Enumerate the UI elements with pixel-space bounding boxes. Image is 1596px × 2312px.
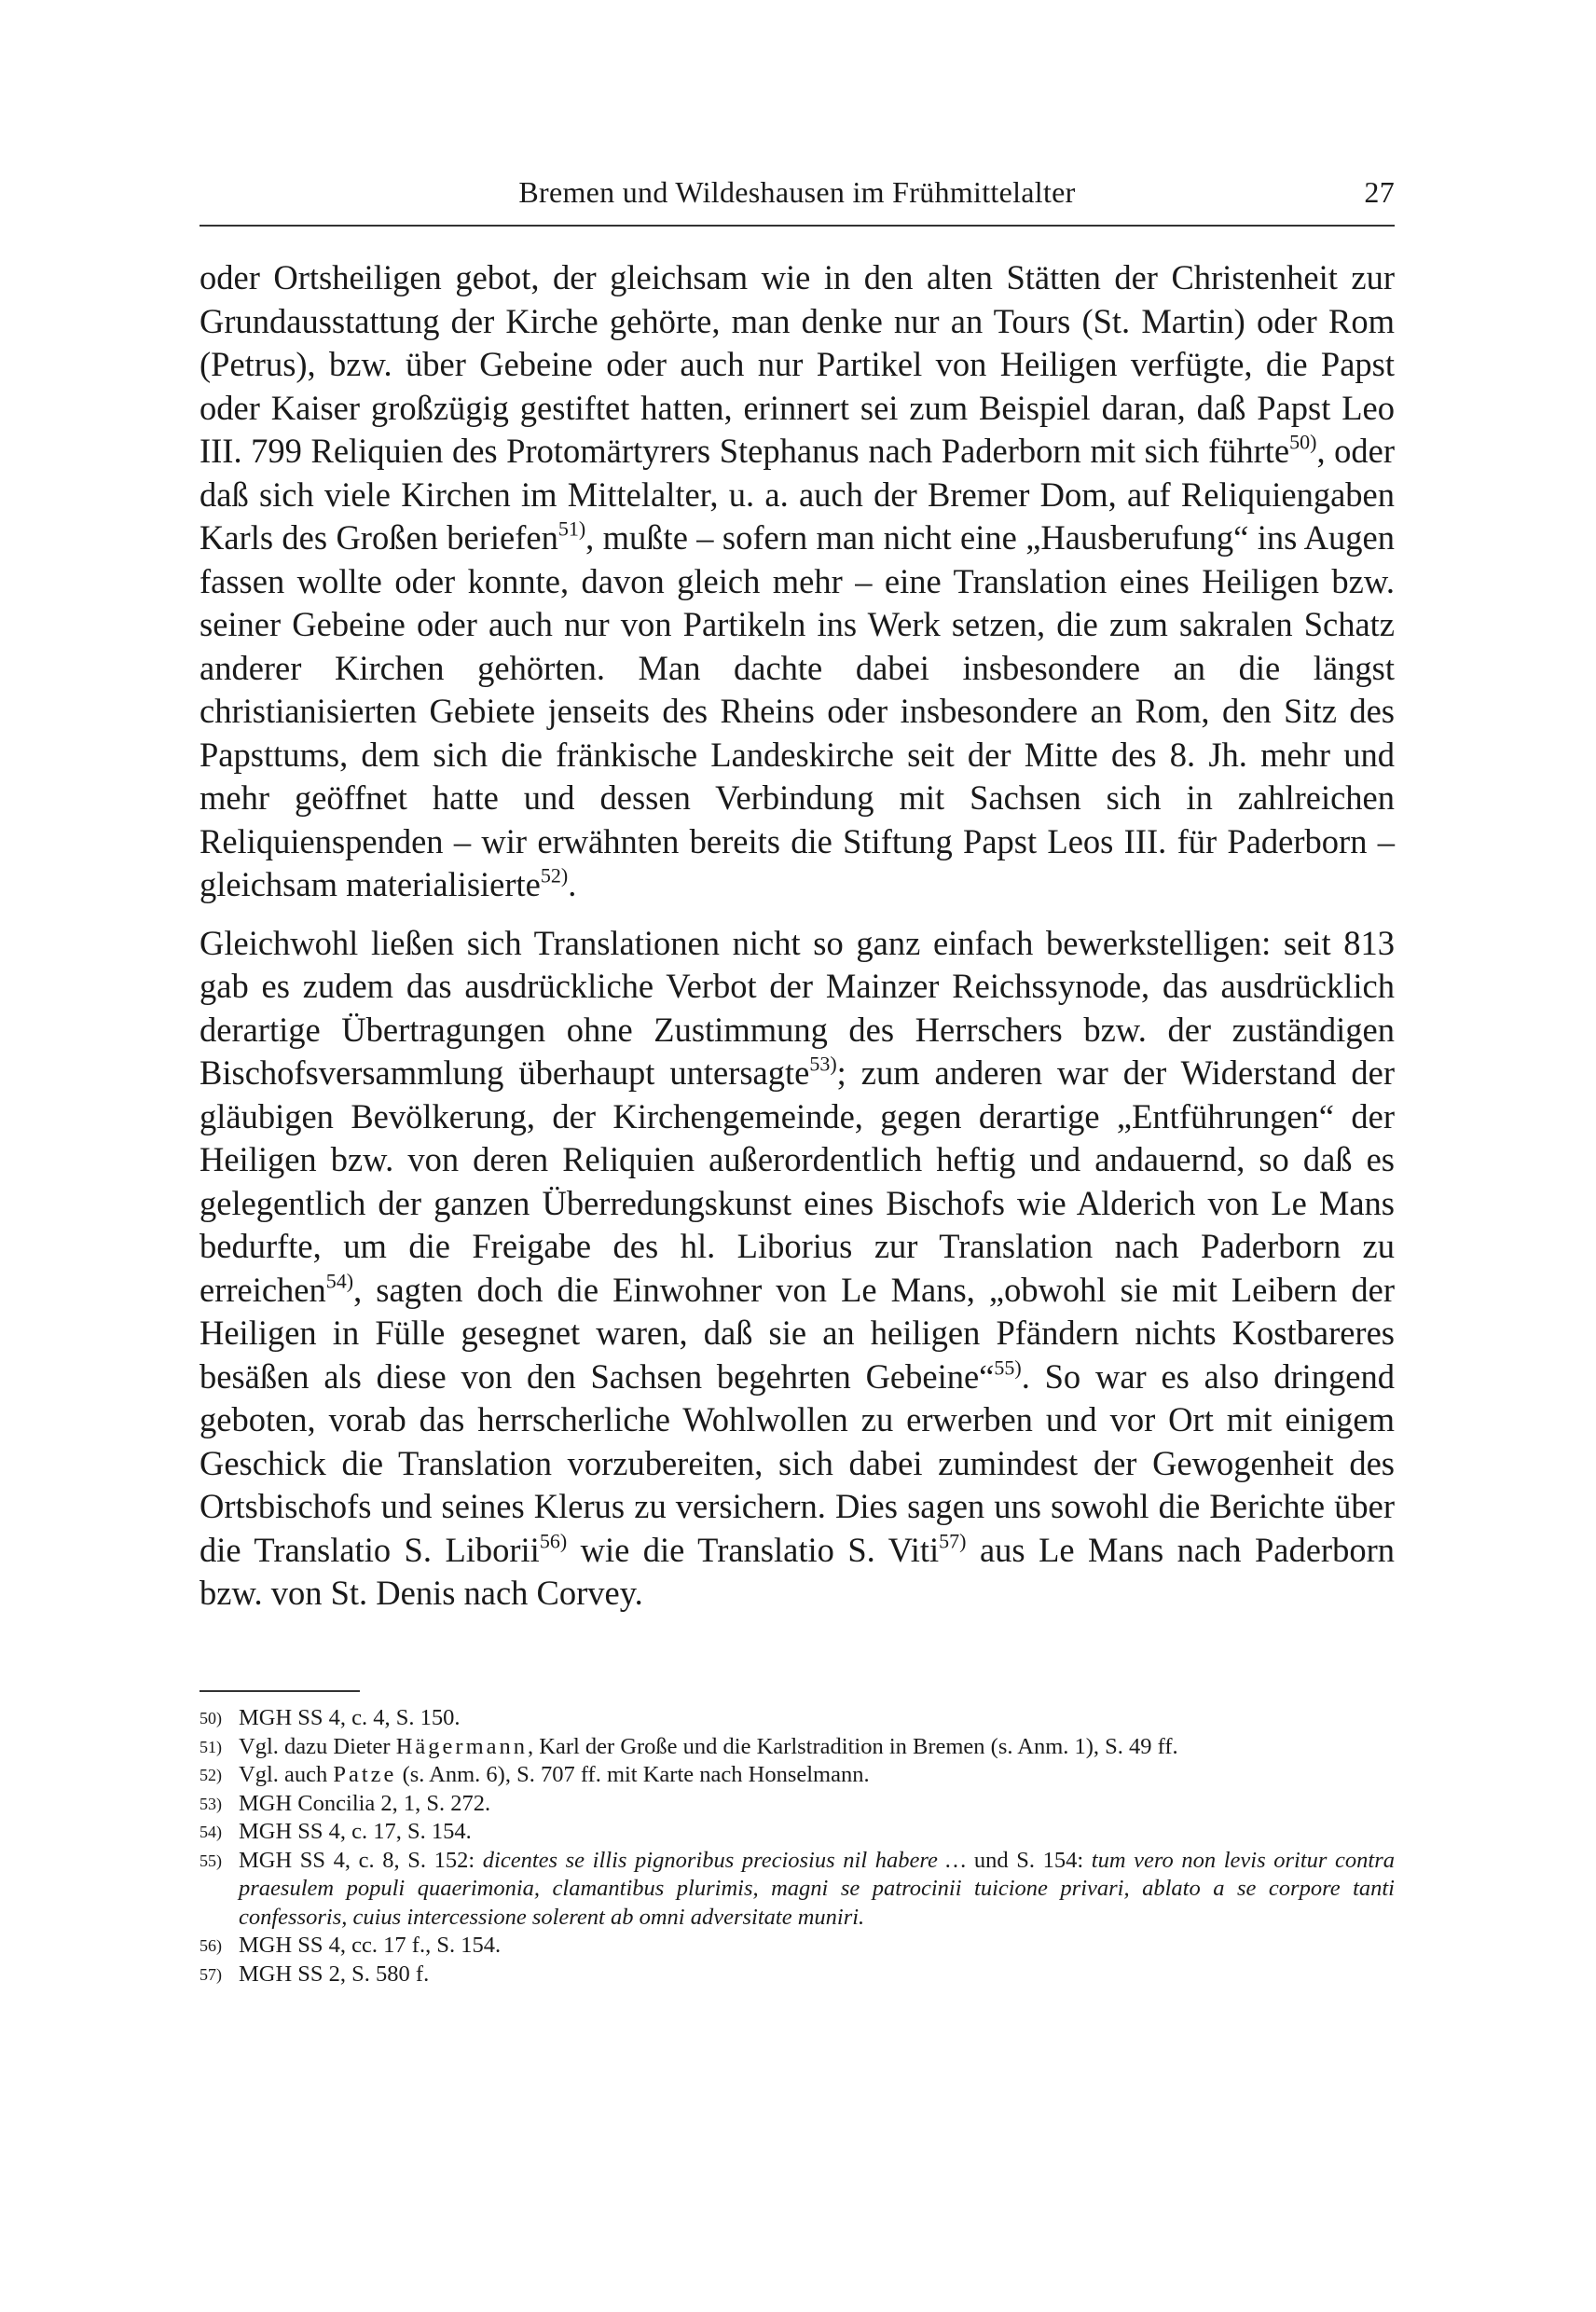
footnote-number: 52)	[200, 1766, 222, 1784]
footnote-number: 56)	[200, 1936, 222, 1955]
paragraph-1-segment: , mußte – sofern man nicht eine „Hausberufung“ ins Augen fassen wollte oder konnte, davon gleich mehr – eine Translation eines Heiligen bzw. seiner Gebeine oder auch nur von Partikeln ins Werk setzen, die zum sakralen Schatz anderer Kirchen gehörten. Man dachte dabei insbesondere an die längst christianisierten Gebiete jenseits des Rheins oder insbesondere an Rom, den Sitz des Papsttums, dem sich die fränkische Landeskirche seit der Mitte des 8. Jh. mehr und mehr geöffnet hatte und dessen Verbindung mit Sachsen sich in zahlreichen Reliquienspenden – wir erwähnten bereits die Stiftung Papst Leos III. für Paderborn – gleichsam materialisierte	[200, 518, 1395, 903]
paragraph-1-segment: , oder daß sich viele Kirchen im Mittelalter, u. a. auch der Bremer Dom, auf Reliquiengaben Karls des Großen beriefen	[200, 432, 1396, 557]
latin-quote: tum vero non levis oritur contra praesulem populi quaerimonia, clamantibus plurimis, magni se patrocinii tuicione privari, ablato a se corpore tanti confessoris, cuius intercessione solerent ab omni adversitate muniri.	[239, 1847, 1396, 1930]
footnote-53	[200, 1790, 1395, 1819]
paragraph-2-segment: Gleichwohl ließen sich Translationen nicht so ganz einfach bewerkstelligen: seit 813 gab es zudem das ausdrückliche Verbot der Mainzer Reichssynode, das ausdrücklich derartige Übertragungen ohne Zustimmung des Herrschers bzw. der zuständigen Bischofsversammlung überhaupt untersagte	[200, 923, 1395, 1092]
footnote-number: 55)	[200, 1851, 222, 1870]
footnote-57	[200, 1961, 1395, 1989]
footnote-text: Vgl. auch	[239, 1762, 334, 1787]
latin-quote: dicentes se illis pignoribus preciosius nil habere …	[482, 1847, 967, 1873]
footnote-text: MGH SS 4, c. 17, S. 154.	[239, 1819, 472, 1844]
footnote-51	[200, 1733, 1395, 1762]
running-head	[200, 175, 1395, 216]
footnote-text: Vgl. dazu Dieter	[239, 1733, 396, 1759]
body-text	[200, 256, 1395, 1616]
footnote-number: 54)	[200, 1823, 222, 1841]
footnote-ref-51: 51)	[557, 516, 586, 541]
footnote-text: (s. Anm. 6), S. 707 ff. mit Karte nach Honselmann.	[396, 1762, 870, 1787]
running-title: Bremen und Wildeshausen im Frühmittelalter	[518, 175, 1076, 209]
footnote-text: MGH SS 4, c. 8, S. 152:	[239, 1847, 483, 1873]
footnote-ref-52: 52)	[540, 863, 569, 888]
paragraph-1	[200, 256, 1395, 907]
footnote-ref-56: 56)	[539, 1529, 568, 1553]
header-rule	[200, 225, 1395, 227]
footnote-54	[200, 1818, 1395, 1847]
paragraph-2	[200, 922, 1395, 1616]
footnote-text: MGH Concilia 2, 1, S. 272.	[239, 1790, 491, 1816]
paragraph-2-segment: ; zum anderen war der Widerstand der gläubigen Bevölkerung, der Kirchengemeinde, gegen derartige „Entführungen“ der Heiligen bzw. von deren Reliquien außerordentlich heftig und andauernd, so daß es gelegentlich der ganzen Überredungskunst eines Bischofs wie Alderich von Le Mans bedurfte, um die Freigabe des hl. Liborius zur Translation nach Paderborn zu erreichen	[200, 1053, 1395, 1309]
footnote-ref-50: 50)	[1289, 430, 1317, 454]
paragraph-2-segment: , sagten doch die Einwohner von Le Mans, „obwohl sie mit Leibern der Heiligen in Fülle gesegnet waren, daß sie an heiligen Pfändern nichts Kostbareres besäßen als diese von den Sachsen begehrten Gebeine“	[200, 1270, 1395, 1396]
page-number: 27	[1364, 175, 1395, 209]
footnote-text: MGH SS 4, cc. 17 f., S. 154.	[239, 1933, 502, 1958]
paragraph-1-segment: oder Ortsheiligen gebot, der gleichsam wie in den alten Stätten der Christenheit zur Grundausstattung der Kirche gehörte, man denke nur an Tours (St. Martin) oder Rom (Petrus), bzw. über Gebeine oder auch nur Partikel von Heiligen verfügte, die Papst oder Kaiser großzügig gestiftet hatten, erinnert sei zum Beispiel daran, daß Papst Leo III. 799 Reliquien des Protomärtyrers Stephanus nach Paderborn mit sich führte	[200, 258, 1395, 470]
footnote-rule	[200, 1690, 360, 1692]
footnote-ref-53: 53)	[809, 1052, 837, 1076]
paragraph-1-segment: .	[568, 865, 577, 903]
paragraph-2-segment: wie die Translatio S. Viti	[567, 1530, 940, 1569]
footnote-text: , Karl der Große und die Karlstradition in Bremen (s. Anm. 1), S. 49 ff.	[528, 1733, 1178, 1759]
footnote-ref-55: 55)	[994, 1356, 1022, 1380]
footnote-ref-57: 57)	[939, 1529, 967, 1553]
footnote-number: 57)	[200, 1964, 222, 1984]
footnote-50	[200, 1704, 1395, 1733]
footnote-ref-54: 54)	[325, 1269, 354, 1293]
paragraph-2-segment: aus Le Mans nach Paderborn bzw. von St. Denis nach Corvey.	[200, 1530, 1395, 1612]
footnote-text: MGH SS 2, S. 580 f.	[239, 1961, 430, 1987]
footnote-52	[200, 1761, 1395, 1790]
footnote-text: und S. 154:	[966, 1847, 1092, 1873]
footnote-56	[200, 1932, 1395, 1961]
footnote-number: 53)	[200, 1794, 222, 1813]
footnote-55	[200, 1847, 1395, 1933]
footnotes	[200, 1704, 1395, 1989]
footnote-number: 50)	[200, 1709, 222, 1727]
author-name: Hägermann	[395, 1733, 529, 1759]
footnote-text: MGH SS 4, c. 4, S. 150.	[239, 1705, 461, 1730]
footnote-number: 51)	[200, 1737, 222, 1756]
author-name: Patze	[333, 1762, 397, 1787]
paragraph-2-segment: . So war es also dringend geboten, vorab das herrscherliche Wohlwollen zu erwerben und vor Ort mit einigem Geschick die Translation vorzubereiten, sich dabei zumindest der Gewogenheit des Ortsbischofs und seines Klerus zu versichern. Dies sagen uns sowohl die Berichte über die Translatio S. Liborii	[200, 1356, 1395, 1569]
